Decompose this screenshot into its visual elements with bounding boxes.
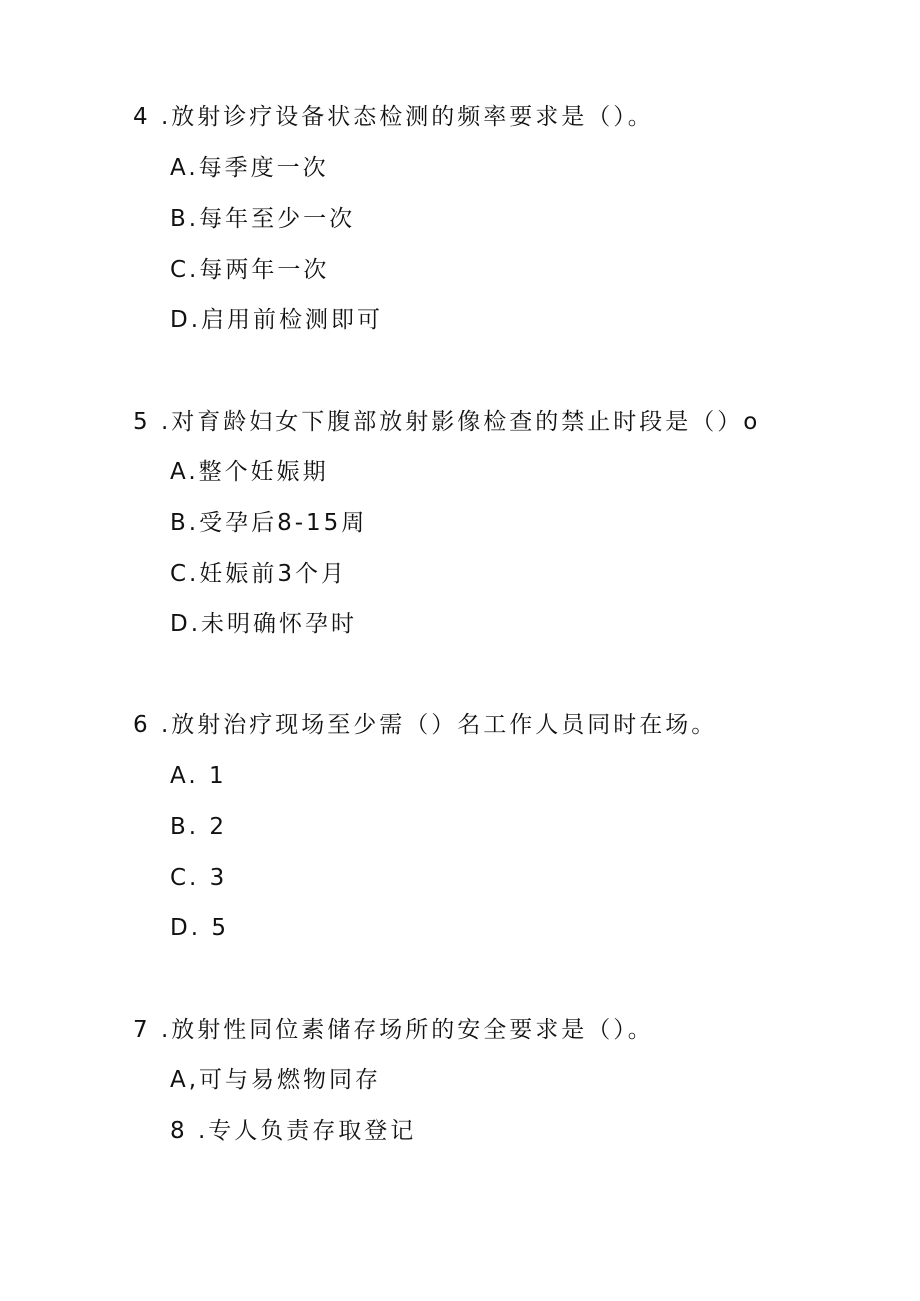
question-4-option-c: C.每两年一次 [170,257,330,283]
question-6-option-d: D. 5 [170,915,229,941]
question-5-stem: 5 .对育龄妇女下腹部放射影像检查的禁止时段是（）o [133,409,761,435]
question-7-stem: 7 .放射性同位素储存场所的安全要求是（）。 [133,1017,654,1043]
question-6-option-b: B. 2 [170,814,228,840]
question-7-option-a: A,可与易燃物同存 [170,1067,382,1093]
question-4-option-a: A.每季度一次 [170,155,329,181]
question-5-option-a: A.整个妊娠期 [170,459,329,485]
question-5-option-d: D.未明确怀孕时 [170,611,358,637]
question-4-option-d: D.启用前检测即可 [170,307,384,333]
question-6-stem: 6 .放射治疗现场至少需（）名工作人员同时在场。 [133,712,718,738]
question-6-option-a: A. 1 [170,763,227,789]
question-5-option-b: B.受孕后8-15周 [170,510,368,536]
question-6-option-c: C. 3 [170,865,228,891]
question-8-line: 8 .专人负责存取登记 [170,1118,417,1144]
question-4-stem: 4 .放射诊疗设备状态检测的频率要求是（）。 [133,104,654,130]
question-5-option-c: C.妊娠前3个月 [170,561,348,587]
question-4-option-b: B.每年至少一次 [170,206,356,232]
